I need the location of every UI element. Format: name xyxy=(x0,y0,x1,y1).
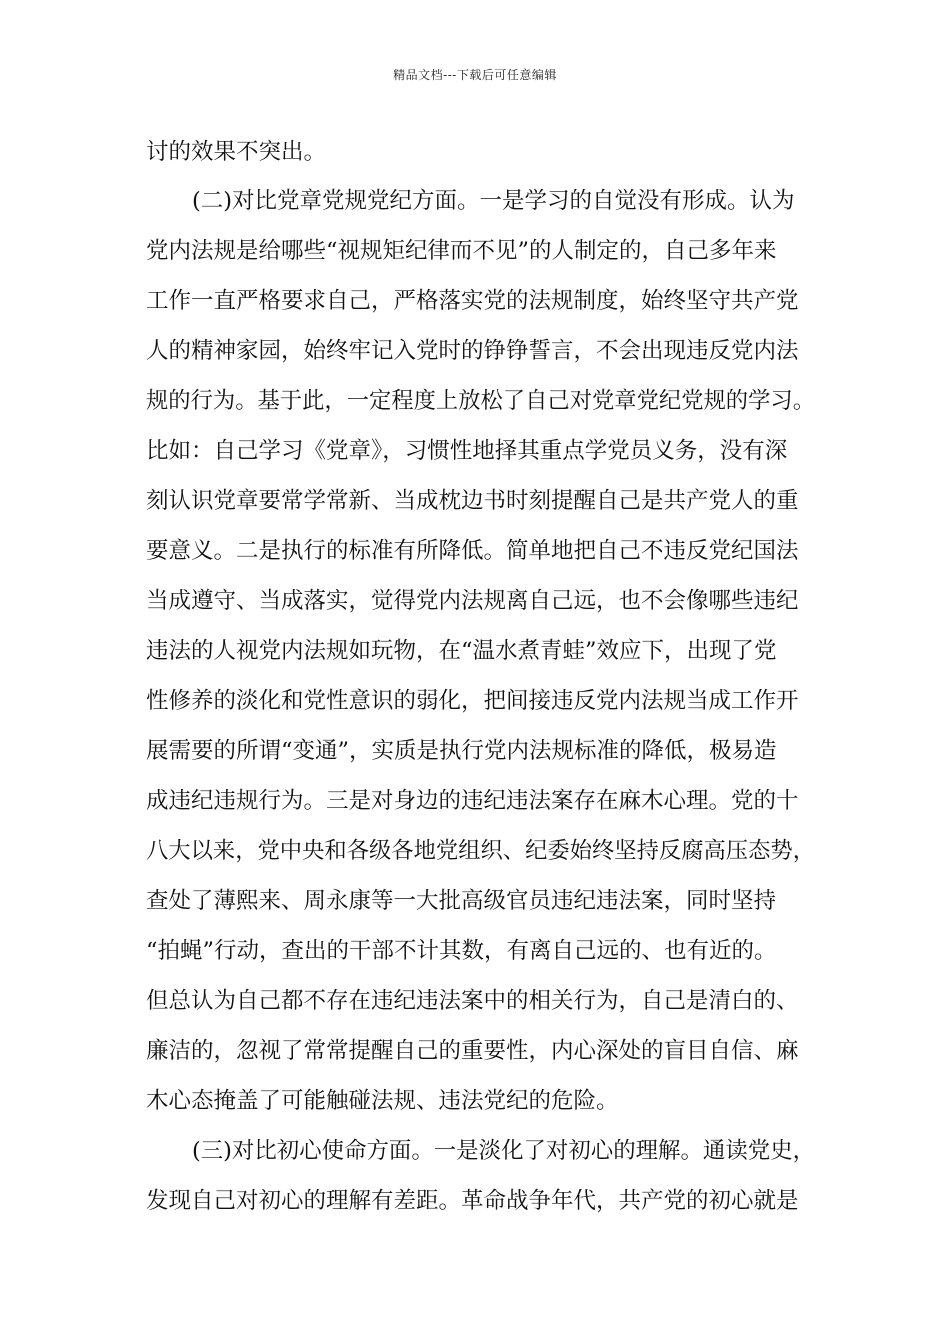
body-line: 性修养的淡化和党性意识的弱化，把间接违反党内法规当成工作开 xyxy=(146,688,799,714)
body-line: 刻认识党章要常学常新、当成枕边书时刻提醒自己是共产党人的重 xyxy=(146,488,799,514)
body-line: 但总认为自己都不存在违纪违法案中的相关行为，自己是清白的、 xyxy=(146,988,799,1014)
body-line: 比如：自己学习《党章》，习惯性地择其重点学党员义务，没有深 xyxy=(146,438,788,464)
body-line: 违法的人视党内法规如玩物，在“温水煮青蛙”效应下，出现了党 xyxy=(146,638,777,664)
paragraph-start-line: (二)对比党章党规党纪方面。一是学习的自觉没有形成。认为 xyxy=(192,188,795,214)
body-line: 党内法规是给哪些“视规矩纪律而不见”的人制定的，自己多年来 xyxy=(146,238,777,264)
body-line: 八大以来，党中央和各级各地党组织、纪委始终坚持反腐高压态势， xyxy=(146,838,816,864)
body-line: 要意义。二是执行的标准有所降低。简单地把自己不违反党纪国法 xyxy=(146,538,799,564)
body-line: 工作一直严格要求自己，严格落实党的法规制度，始终坚守共产党 xyxy=(146,288,799,314)
body-line: 讨的效果不突出。 xyxy=(146,139,327,165)
body-line: 成违纪违规行为。三是对身边的违纪违法案存在麻木心理。党的十 xyxy=(146,788,799,814)
body-line: “拍蝇”行动，查出的干部不计其数，有离自己远的、也有近的。 xyxy=(146,938,777,964)
body-line: 人的精神家园，始终牢记入党时的铮铮誓言，不会出现违反党内法 xyxy=(146,338,799,364)
body-line: 展需要的所谓“变通”，实质是执行党内法规标准的降低，极易造 xyxy=(146,738,777,764)
body-line: 发现自己对初心的理解有差距。革命战争年代，共产党的初心就是 xyxy=(146,1188,799,1214)
body-line: 木心态掩盖了可能触碰法规、违法党纪的危险。 xyxy=(146,1088,619,1114)
body-line: 廉洁的，忽视了常常提醒自己的重要性，内心深处的盲目自信、麻 xyxy=(146,1038,799,1064)
page-header: 精品文档---下载后可任意编辑 xyxy=(393,68,557,82)
body-line: 查处了薄熙来、周永康等一大批高级官员违纪违法案，同时坚持 xyxy=(146,888,777,914)
body-line: 当成遵守、当成落实，觉得党内法规离自己远，也不会像哪些违纪 xyxy=(146,588,799,614)
body-line: 规的行为。基于此，一定程度上放松了自己对党章党纪党规的学习。 xyxy=(146,388,816,414)
paragraph-start-line: (三)对比初心使命方面。一是淡化了对初心的理解。通读党史， xyxy=(192,1138,816,1164)
